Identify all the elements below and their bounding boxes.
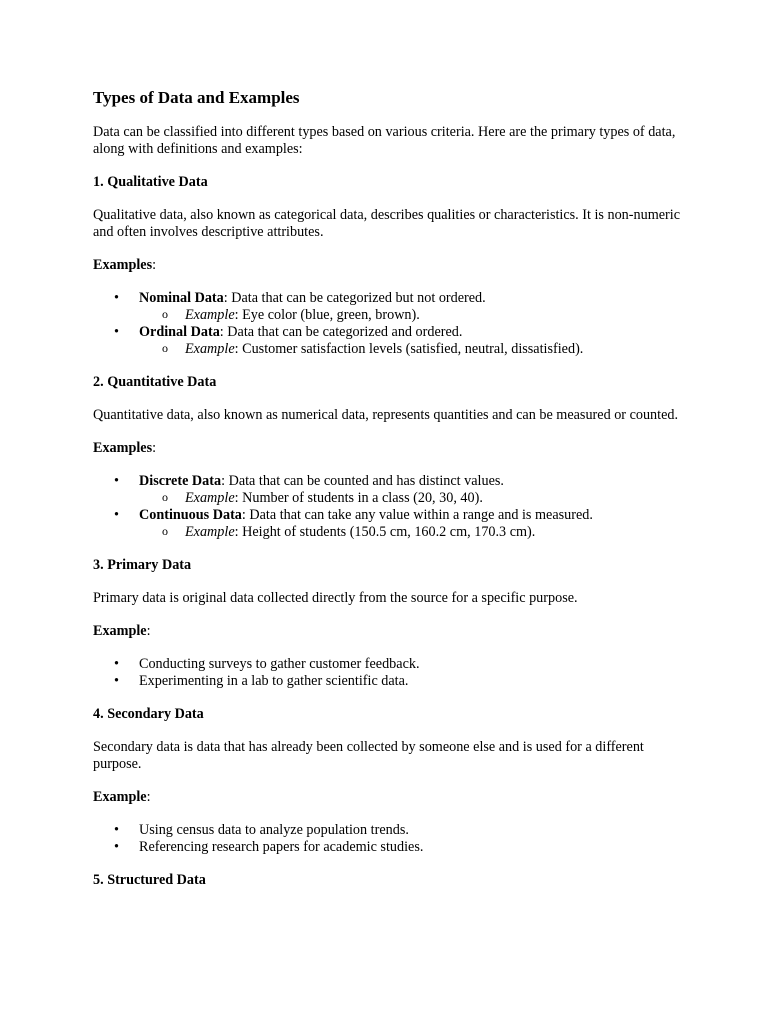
examples-label: Examples:	[93, 257, 157, 273]
term-continuous: Continuous Data	[139, 507, 242, 523]
section-description-primary: Primary data is original data collected directly from the source for a specific purpose.	[93, 590, 578, 606]
term-nominal: Nominal Data	[139, 290, 224, 306]
section-heading-quantitative: 2. Quantitative Data	[93, 374, 217, 390]
section-description-secondary: Secondary data is data that has already been collected by someone else and is used for a different purpose.	[93, 739, 644, 772]
document-title: Types of Data and Examples	[93, 88, 300, 107]
list-item: • Continuous Data: Data that can take any value within a range and is measured. o Example: Height of students (150.5 cm, 160.2 cm, 170.3 cm).	[93, 507, 693, 541]
section-heading-structured: 5. Structured Data	[93, 872, 206, 888]
term-discrete: Discrete Data	[139, 473, 222, 489]
sub-list-item: o Example: Number of students in a class (20, 30, 40).	[139, 490, 693, 507]
list-item: • Referencing research papers for academic studies.	[93, 839, 693, 856]
sub-list-item: o Example: Height of students (150.5 cm, 160.2 cm, 170.3 cm).	[139, 524, 693, 541]
list-item: • Experimenting in a lab to gather scientific data.	[93, 673, 693, 690]
examples-list-secondary	[93, 822, 693, 856]
examples-list-quantitative	[93, 473, 693, 541]
list-item: • Nominal Data: Data that can be categorized but not ordered. o Example: Eye color (blue, green, brown).	[93, 290, 693, 324]
list-item: • Conducting surveys to gather customer feedback.	[93, 656, 693, 673]
document-page	[93, 88, 693, 905]
example-label: Example:	[93, 623, 151, 639]
sub-list-item: o Example: Customer satisfaction levels (satisfied, neutral, dissatisfied).	[139, 341, 693, 358]
section-heading-secondary: 4. Secondary Data	[93, 706, 204, 722]
section-description-quantitative: Quantitative data, also known as numerical data, represents quantities and can be measured or counted.	[93, 407, 679, 423]
sub-list-item: o Example: Eye color (blue, green, brown).	[139, 307, 693, 324]
list-item: • Ordinal Data: Data that can be categorized and ordered. o Example: Customer satisfaction levels (satisfied, neutral, dissatisfied).	[93, 324, 693, 358]
examples-list-primary	[93, 656, 693, 690]
section-heading-primary: 3. Primary Data	[93, 557, 192, 573]
intro-paragraph: Data can be classified into different types based on various criteria. Here are the primary types of data, along with definitions and examples:	[93, 124, 676, 157]
examples-list-qualitative	[93, 290, 693, 358]
term-ordinal: Ordinal Data	[139, 324, 220, 340]
examples-label: Examples:	[93, 440, 157, 456]
list-item: • Using census data to analyze population trends.	[93, 822, 693, 839]
list-item: • Discrete Data: Data that can be counted and has distinct values. o Example: Number of students in a class (20, 30, 40).	[93, 473, 693, 507]
section-description-qualitative: Qualitative data, also known as categorical data, describes qualities or characteristics. It is non-numeric and often involves descriptive attributes.	[93, 207, 680, 240]
example-label: Example:	[93, 789, 151, 805]
section-heading-qualitative: 1. Qualitative Data	[93, 174, 208, 190]
